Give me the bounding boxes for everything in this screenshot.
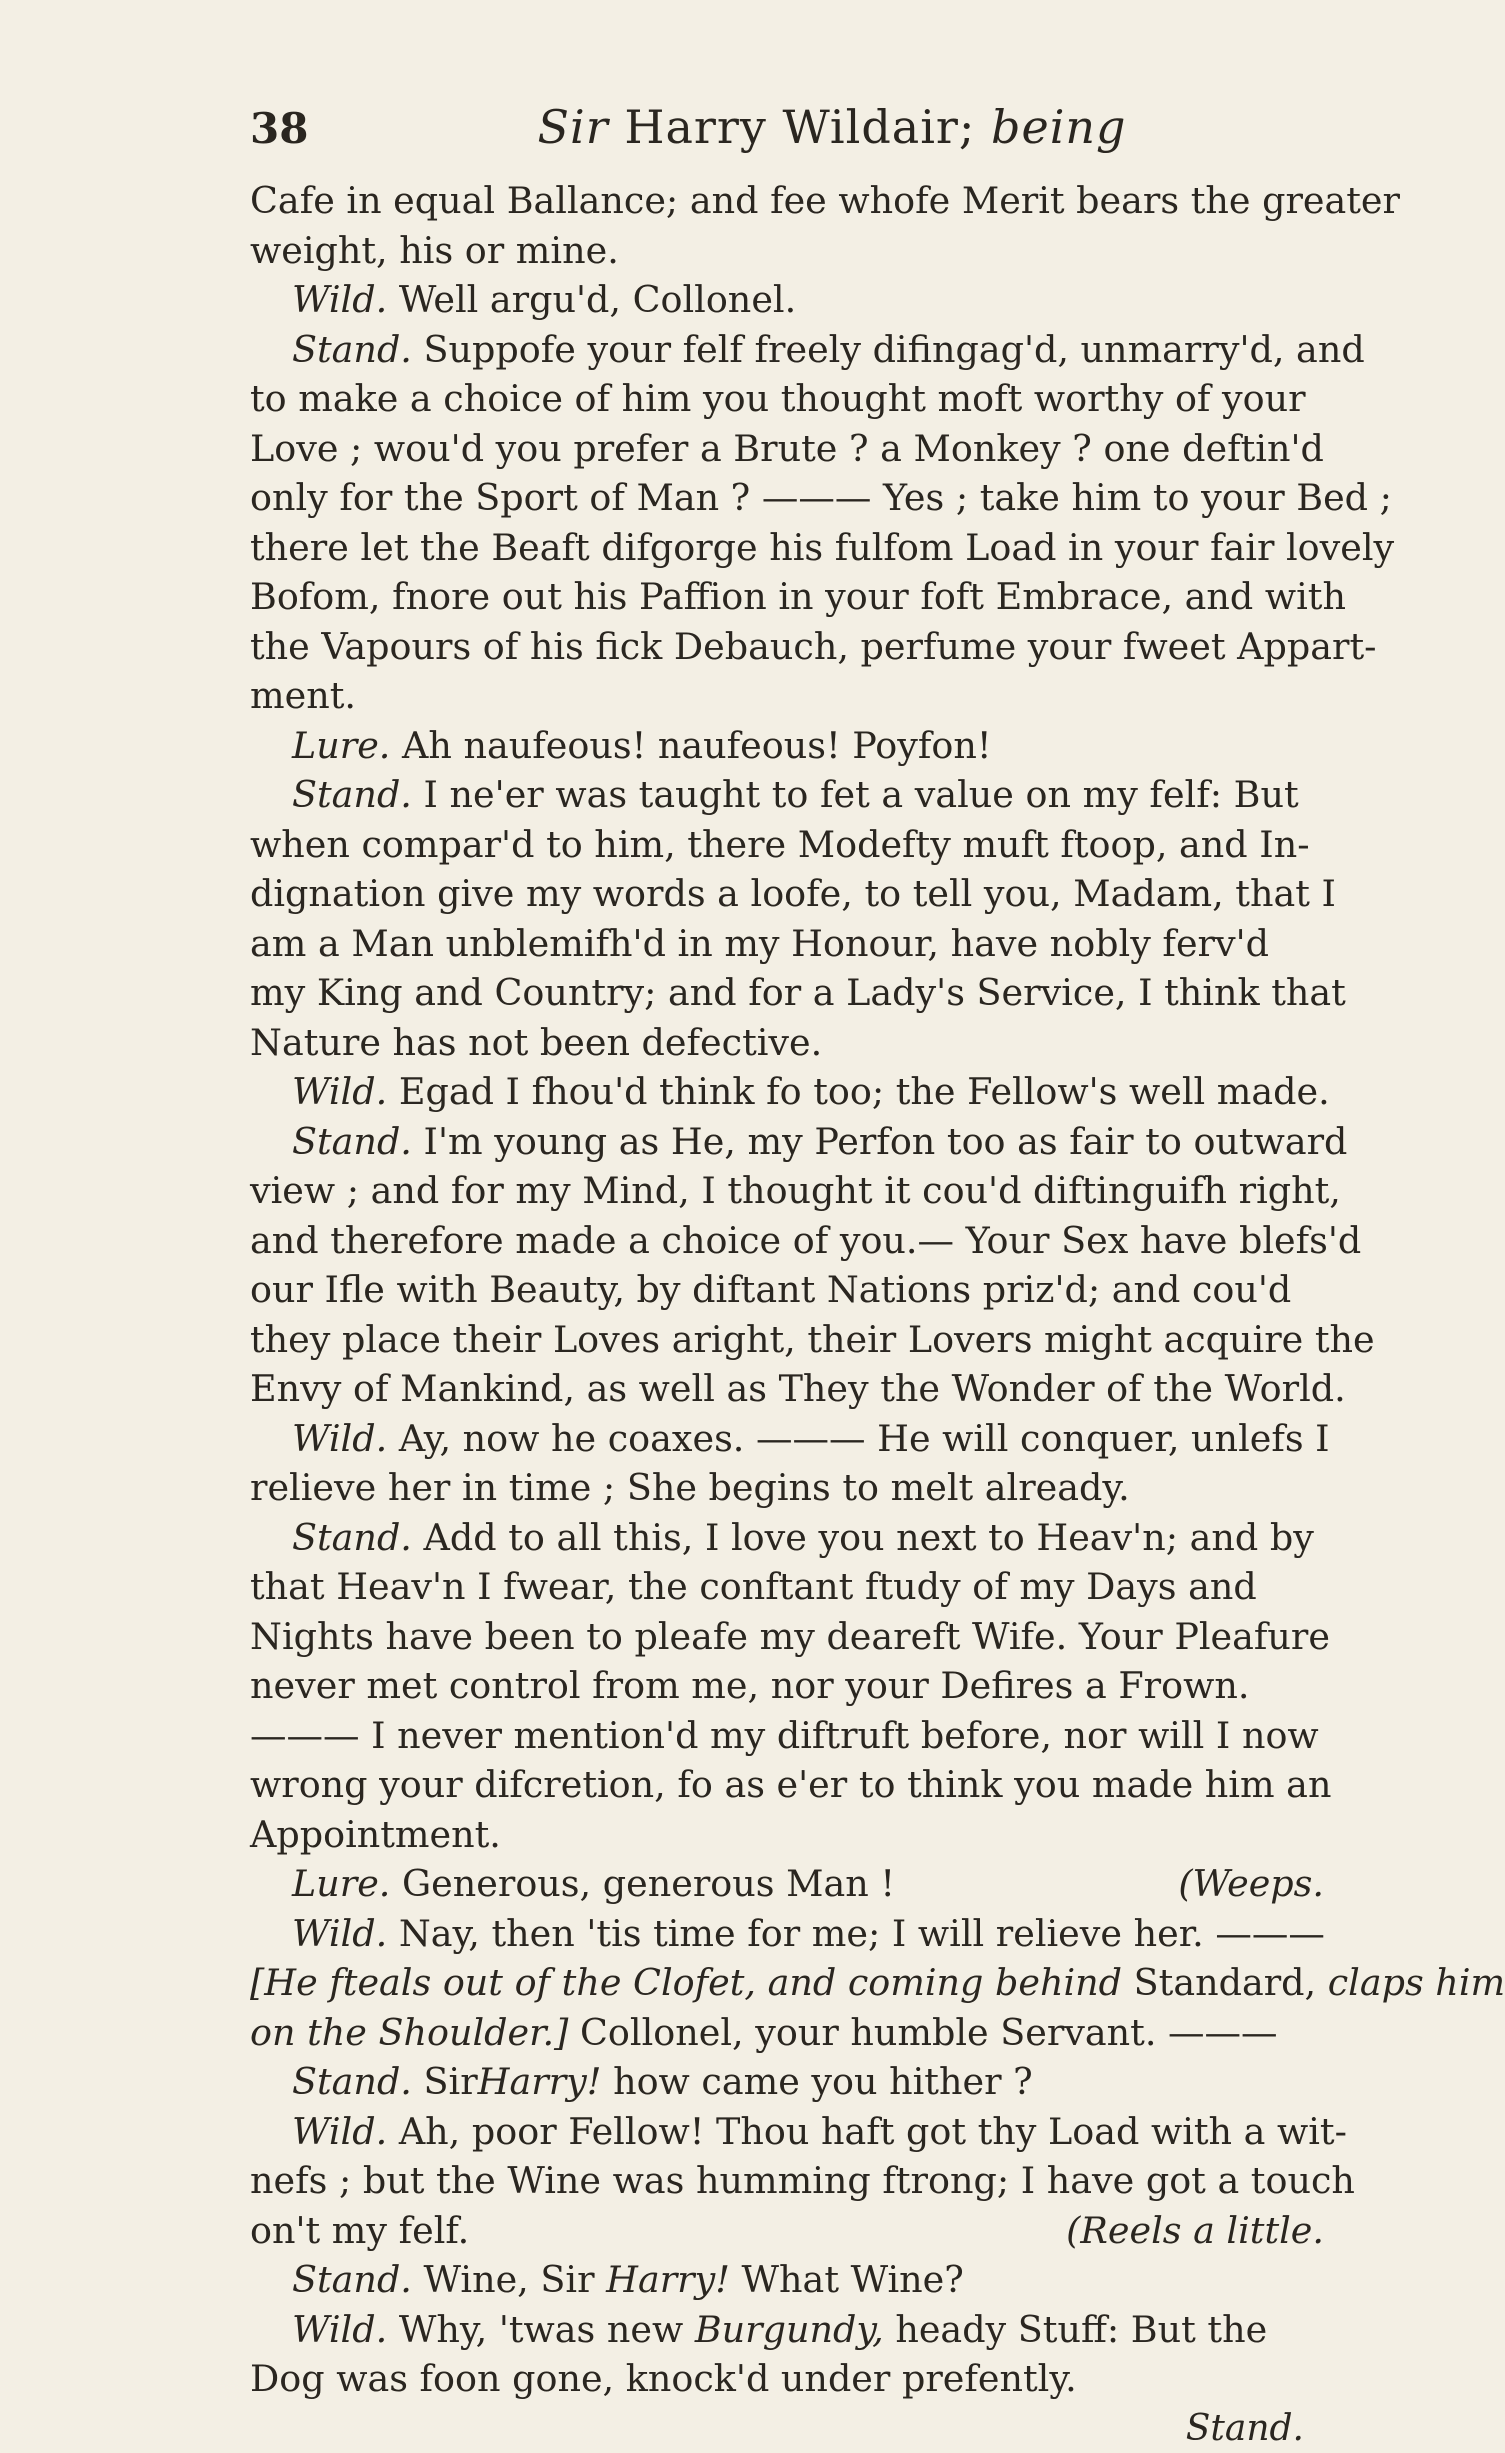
speech: am a Man unblemifh'd in my Honour, have nobly ferv'd [250,922,1269,965]
text-line [250,374,1324,424]
stage-direction: on the Shoulder.] [250,2011,568,2054]
speech: view ; and for my Mind, I thought it cou'd diftinguifh right, [250,1169,1341,1212]
text-line [250,671,1324,721]
speaker: Stand. [292,1516,412,1559]
speech-name: Burgundy, [695,2308,884,2351]
text-line [250,1562,1324,1612]
text-line [250,721,1324,771]
text-line [250,1661,1324,1711]
text-line [250,1513,1324,1563]
text-line [250,968,1324,1018]
speech: Appointment. [250,1813,501,1856]
speaker: Wild. [292,1912,387,1955]
speech: Love ; wou'd you prefer a Brute ? a Monkey ? one deftin'd [250,427,1324,470]
speaker: Lure. [292,1862,390,1905]
text-line [250,622,1324,672]
text-line [250,325,1324,375]
text-line [250,1711,1324,1761]
text-line [250,1958,1324,2008]
text-line [250,2255,1324,2305]
play-text [250,176,1324,1859]
text-line [250,2354,1324,2404]
speech: Ah naufeous! naufeous! Poyfon! [402,724,992,767]
speaker: Wild. [292,2110,387,2153]
speech: ——— I never mention'd my diftruft before, nor will I now [250,1714,1319,1757]
text-line [250,2206,1324,2256]
text-line [250,1463,1324,1513]
speech: Why, 'twas new [399,2308,683,2351]
speech: that Heav'n I fwear, the conftant ftudy of my Days and [250,1565,1257,1608]
speaker: Lure. [292,724,390,767]
speaker: Wild. [292,278,387,321]
speech: never met control from me, nor your Defires a Frown. [250,1664,1249,1707]
speech: ment. [250,674,356,717]
text-line [250,1760,1324,1810]
text-line [250,919,1324,969]
speech: Suppofe your felf freely difingag'd, unmarry'd, and [424,328,1365,371]
stage-direction: (Reels a little. [1066,2206,1324,2256]
text-line [250,770,1324,820]
speech-name: Harry! [606,2258,730,2301]
text-line [250,1414,1324,1464]
speech: when compar'd to him, there Modefty muft ftoop, and In- [250,823,1310,866]
text-line [250,1018,1324,1068]
text-line [250,1909,1324,1959]
title-name: Harry Wildair; [624,100,975,154]
speech: relieve her in time ; She begins to melt already. [250,1466,1130,1509]
speaker: Wild. [292,1417,387,1460]
play-text-tail [250,1859,1324,2453]
speaker: Wild. [292,1070,387,1113]
stage-name: Standard, [1134,1961,1316,2004]
text-line [250,1265,1324,1315]
speech: What Wine? [742,2258,964,2301]
speaker: Wild. [292,2308,387,2351]
speech: Add to all this, I love you next to Heav'n; and by [424,1516,1314,1559]
speaker: Stand. [292,773,412,816]
text-line [250,1166,1324,1216]
stage-direction: [He fteals out of the Clofet, and coming behind [250,1961,1122,2004]
running-header [250,100,1324,166]
speech: on't my felf. [250,2206,469,2256]
text-line [250,2008,1324,2058]
speech: Envy of Mankind, as well as They the Wonder of the World. [250,1367,1346,1410]
stage-direction: (Weeps. [1178,1859,1324,1909]
speech: heady Stuff: But the [895,2308,1267,2351]
text-line [250,2107,1324,2157]
text-line [250,523,1324,573]
text-line [250,176,1324,226]
text-line [250,1067,1324,1117]
speech: Nay, then 'tis time for me; I will relieve her. ——— [399,1912,1325,1955]
speaker: Stand. [292,2060,412,2103]
speech: they place their Loves aright, their Lovers might acquire the [250,1318,1375,1361]
speech: how came you hither ? [613,2060,1033,2103]
speech: dignation give my words a loofe, to tell you, Madam, that I [250,872,1336,915]
text-line [250,226,1324,276]
speech: Dog was foon gone, knock'd under prefently. [250,2357,1077,2400]
speech: there let the Beaft difgorge his fulfom Load in your fair lovely [250,526,1394,569]
speech: Wine, Sir [424,2258,595,2301]
stage-direction: claps him [1328,1961,1505,2004]
speech: I ne'er was taught to fet a value on my felf: But [424,773,1299,816]
running-title [340,100,1324,154]
speech: Nature has not been defective. [250,1021,822,1064]
speech: Collonel, your humble Servant. ——— [580,2011,1278,2054]
speech: and therefore made a choice of you.— Your Sex have blefs'd [250,1219,1361,1262]
speech: only for the Sport of Man ? ——— Yes ; take him to your Bed ; [250,476,1392,519]
speech-name: Harry! [478,2060,602,2103]
text-line [250,2305,1324,2355]
catchword: Stand. [250,2404,1324,2453]
speaker: Stand. [292,1120,412,1163]
speech: my King and Country; and for a Lady's Service, I think that [250,971,1346,1014]
speech: our Ifle with Beauty, by diftant Nations priz'd; and cou'd [250,1268,1291,1311]
speech: Bofom, fnore out his Paffion in your foft Embrace, and with [250,575,1346,618]
title-sir: Sir [537,100,608,154]
text-line [250,275,1324,325]
speech: wrong your difcretion, fo as e'er to think you made him an [250,1763,1331,1806]
text-line [250,820,1324,870]
title-being: being [991,100,1126,154]
speech: to make a choice of him you thought moft worthy of your [250,377,1306,420]
text-line [250,1216,1324,1266]
text-line [250,1612,1324,1662]
speaker: Stand. [292,328,412,371]
text-line [250,1117,1324,1167]
speech: Ay, now he coaxes. ——— He will conquer, unlefs I [399,1417,1330,1460]
speech: nefs ; but the Wine was humming ftrong; I have got a touch [250,2159,1355,2202]
speaker: Stand. [292,2258,412,2301]
speech: Nights have been to pleafe my deareft Wife. Your Pleafure [250,1615,1330,1658]
speech: Generous, generous Man ! [402,1862,895,1905]
text-line [250,1810,1324,1860]
speech: Sir [424,2060,478,2103]
speech: Well argu'd, Collonel. [399,278,796,321]
text-line [250,473,1324,523]
text-line [250,1859,1324,1909]
speech: I'm young as He, my Perfon too as fair to outward [424,1120,1348,1163]
speech: weight, his or mine. [250,229,619,272]
text-line [250,2057,1324,2107]
speech: Ah, poor Fellow! Thou haft got thy Load with a wit- [399,2110,1347,2153]
text-line [250,572,1324,622]
speech: the Vapours of his fick Debauch, perfume your fweet Appart- [250,625,1376,668]
text-line [250,869,1324,919]
text-line [250,1364,1324,1414]
speech: Cafe in equal Ballance; and fee whofe Merit bears the greater [250,179,1400,222]
text-line [250,1315,1324,1365]
text-line [250,424,1324,474]
page-number: 38 [250,104,340,153]
speech: Egad I fhou'd think fo too; the Fellow's well made. [399,1070,1330,1113]
text-line [250,2156,1324,2206]
